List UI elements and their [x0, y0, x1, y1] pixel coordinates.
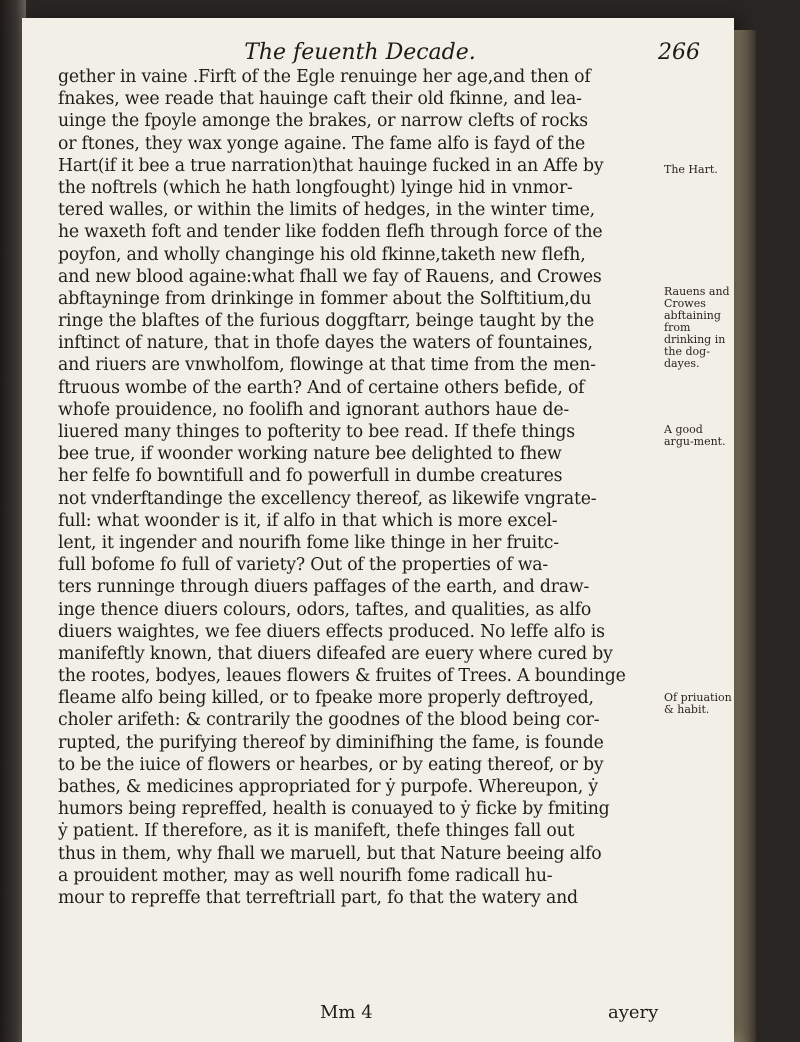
text-line: ftruous wombe of the earth? And of certaine others befide, of	[58, 377, 585, 398]
text-line: or ftones, they wax yonge againe. The fame alfo is fayd of the	[58, 133, 586, 154]
page-number: 266	[658, 40, 700, 65]
text-line: ẏ patient. If therefore, as it is manifeft, thefe thinges fall out	[58, 821, 575, 842]
running-title: The feuenth Decade.	[244, 40, 476, 65]
text-line: and new blood againe:what fhall we fay of Rauens, and Crowes	[58, 266, 602, 287]
text-line: fleame alfo being killed, or to fpeake more properly deftroyed,	[58, 688, 594, 709]
text-line: full: what woonder is it, if alfo in that which is more excel-	[58, 510, 558, 531]
text-line: not vnderftandinge the excellency thereof, as likewife vngrate-	[58, 488, 597, 509]
text-line: whofe prouidence, no foolifh and ignorant authors haue de-	[58, 399, 570, 420]
text-line: poyfon, and wholly changinge his old fkinne,taketh new flefh,	[58, 244, 586, 265]
text-line: mour to repreffe that terreftriall part, fo that the watery and	[58, 887, 578, 908]
text-line: fnakes, wee reade that hauinge caft their old fkinne, and lea-	[58, 89, 582, 110]
catchword: ayery	[608, 1002, 659, 1023]
text-line: ringe the blaftes of the furious doggftarr, beinge taught by the	[58, 311, 595, 332]
text-line: manifeftly known, that diuers difeafed are euery where cured by	[58, 643, 613, 664]
text-line: gether in vaine .Firft of the Egle renuinge her age,and then of	[58, 67, 591, 87]
text-line: bathes, & medicines appropriated for ẏ purpofe. Whereupon, ẏ	[58, 777, 598, 797]
text-line: the noftrels (which he hath longfought) lyinge hid in vnmor-	[58, 177, 573, 198]
margin-note: A good argu-ment.	[664, 423, 726, 448]
text-line: abftayninge from drinkinge in fommer about the Solftitium,du	[58, 288, 592, 309]
text-line: the rootes, bodyes, leaues flowers & fruites of Trees. A boundinge	[58, 666, 626, 687]
text-line: inge thence diuers colours, odors, taftes, and qualities, as alfo	[58, 599, 592, 620]
text-line: ters runninge through diuers paffages of the earth, and draw-	[58, 577, 590, 598]
text-line: rupted, the purifying thereof by diminifhing the fame, is founde	[58, 732, 604, 753]
text-line: humors being repreffed, health is conuayed to ẏ ficke by fmiting	[58, 799, 610, 820]
text-line: he waxeth foft and tender like fodden flefh through force of the	[58, 222, 603, 243]
text-line: tered walles, or within the limits of hedges, in the winter time,	[58, 200, 595, 221]
text-line: inftinct of nature, that in thofe dayes the waters of fountaines,	[58, 333, 593, 354]
text-body	[58, 66, 658, 909]
text-line: full bofome fo full of variety? Out of the properties of wa-	[58, 555, 549, 576]
text-line: bee true, if woonder working nature bee delighted to fhew	[58, 444, 562, 465]
text-line: a prouident mother, may as well nourifh fome radicall hu-	[58, 865, 553, 886]
signature-mark: Mm 4	[320, 1002, 373, 1023]
margin-note: Of priuation & habit.	[664, 691, 732, 716]
text-line: uinge the fpoyle amonge the brakes, or narrow clefts of rocks	[58, 111, 588, 132]
text-line: to be the iuice of flowers or hearbes, or by eating thereof, or by	[58, 754, 604, 775]
text-line: thus in them, why fhall we maruell, but that Nature beeing alfo	[58, 843, 602, 864]
text-line: Hart(if it bee a true narration)that hauinge fucked in an Affe by	[58, 155, 604, 176]
text-line: lent, it ingender and nourifh fome like thinge in her fruitc-	[58, 532, 559, 553]
margin-note: The Hart.	[664, 163, 718, 176]
text-line: choler arifeth: & contrarily the goodnes of the blood being cor-	[58, 710, 600, 731]
text-line: diuers waightes, we fee diuers effects produced. No leffe alfo is	[58, 621, 605, 642]
text-line: and riuers are vnwholfom, flowinge at that time from the men-	[58, 355, 596, 376]
text-line: liuered many thinges to pofterity to bee read. If thefe things	[58, 422, 575, 442]
text-line: her felfe fo bowntifull and fo powerfull in dumbe creatures	[58, 466, 563, 487]
margin-note: Rauens and Crowes abftaining from drinking in the dog-dayes.	[664, 285, 730, 370]
